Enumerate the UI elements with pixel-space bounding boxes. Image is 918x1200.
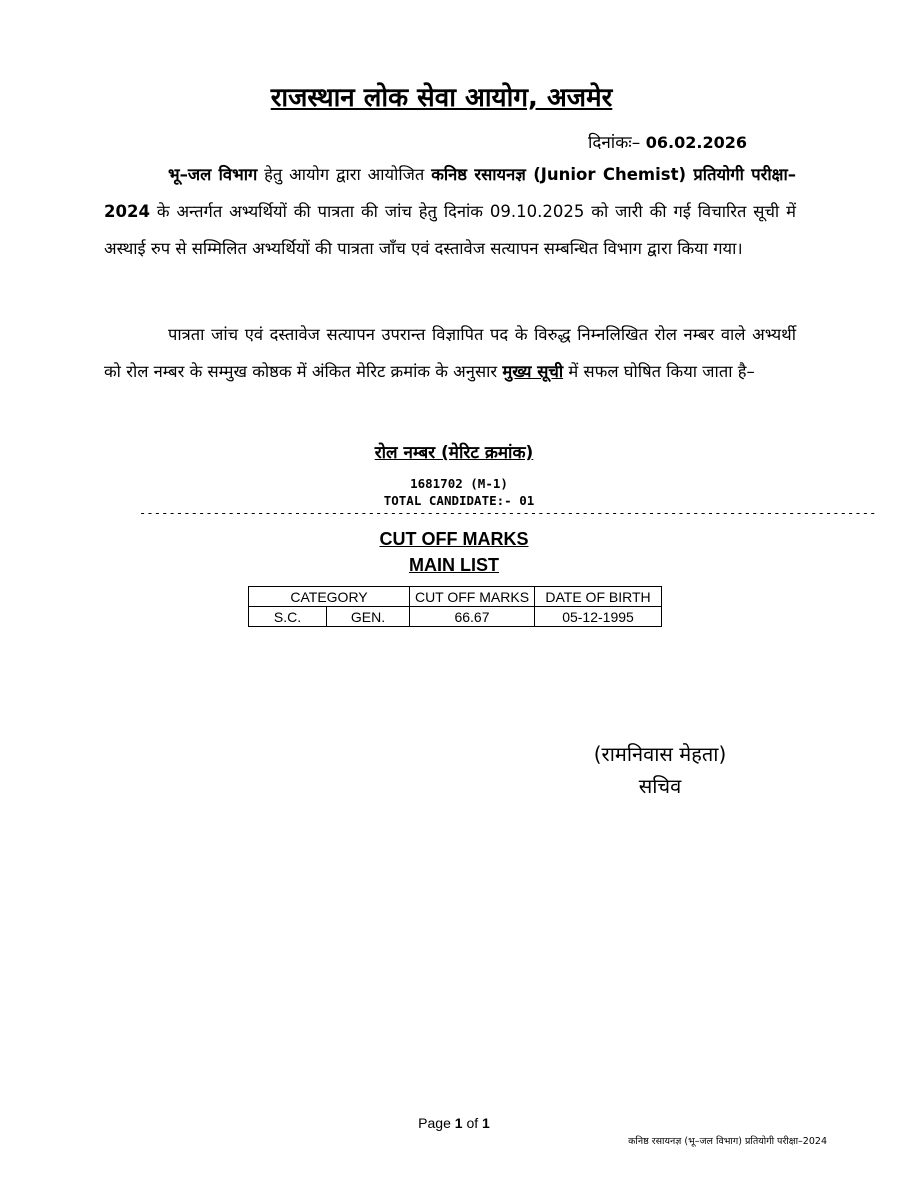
- footer-exam-name: कनिष्ठ रसायनज्ञ (भू–जल विभाग) प्रतियोगी परीक्षा–2024: [628, 1136, 827, 1147]
- cutoff-subtitle: MAIN LIST: [409, 555, 499, 575]
- date-label: दिनांकः–: [587, 133, 641, 153]
- paragraph-one-text-b: के अन्तर्गत अभ्यर्थियों की पात्रता की जांच हेतु दिनांक 09.10.2025 को जारी की गई विचारित सूची में अस्थाई रुप से सम्मिलित अभ्यर्थियों की पात्रता जाँच एवं दस्तावेज सत्यापन सम्बन्धित विभाग द्वारा किया गया।: [104, 202, 796, 258]
- category-cell-2: GEN.: [327, 607, 410, 627]
- paragraph-two-text-a: पात्रता जांच एवं दस्तावेज सत्यापन उपरान्त विज्ञापित पद के विरुद्ध निम्नलिखित रोल नम्बर वाले अभ्यर्थी को रोल नम्बर के सम्मुख कोष्ठक में अंकित मेरिट क्रमांक के अनुसार: [104, 325, 796, 381]
- roll-number-entry: 1681702 (M-1): [410, 476, 508, 491]
- department-name: भू–जल विभाग: [168, 165, 258, 184]
- dob-cell: 05-12-1995: [535, 607, 662, 627]
- paragraph-one: [104, 156, 796, 267]
- dob-header: DATE OF BIRTH: [535, 587, 662, 607]
- page-prefix: Page: [418, 1115, 455, 1131]
- roll-number-heading: रोल नम्बर (मेरिट क्रमांक): [374, 443, 534, 463]
- paragraph-two-text-b: में सफल घोषित किया जाता है–: [563, 362, 755, 381]
- page-title: राजस्थान लोक सेवा आयोग, अजमेर: [270, 83, 613, 113]
- cutoff-title: CUT OFF MARKS: [379, 529, 529, 549]
- marks-header: CUT OFF MARKS: [410, 587, 535, 607]
- signatory-name: (रामनिवास मेहता): [593, 742, 727, 766]
- date-value: 06.02.2026: [645, 133, 747, 152]
- cutoff-data-row: [249, 607, 662, 627]
- date-line: [588, 130, 747, 153]
- post-name: कनिष्ठ रसायनज्ञ (Junior Chemist) प्रतियोगी परीक्षा–2024: [104, 165, 796, 221]
- category-header: CATEGORY: [249, 587, 410, 607]
- total-candidates: TOTAL CANDIDATE:- 01: [383, 493, 535, 508]
- dashed-divider: ----------------------------------------------------------------------------------------------------: [139, 506, 877, 520]
- cutoff-header-row: [249, 587, 662, 607]
- paragraph-one-text-a: हेतु आयोग द्वारा आयोजित: [257, 165, 432, 184]
- page-number: [0, 1115, 908, 1131]
- marks-cell: 66.67: [410, 607, 535, 627]
- category-cell-1: S.C.: [249, 607, 327, 627]
- signatory-designation: सचिव: [638, 774, 682, 798]
- page-total: 1: [482, 1115, 490, 1131]
- page-current: 1: [454, 1115, 463, 1131]
- main-list-term: मुख्य सूची: [502, 362, 564, 381]
- page-mid: of: [462, 1115, 483, 1131]
- cutoff-table: [248, 586, 662, 627]
- paragraph-two: [104, 316, 796, 390]
